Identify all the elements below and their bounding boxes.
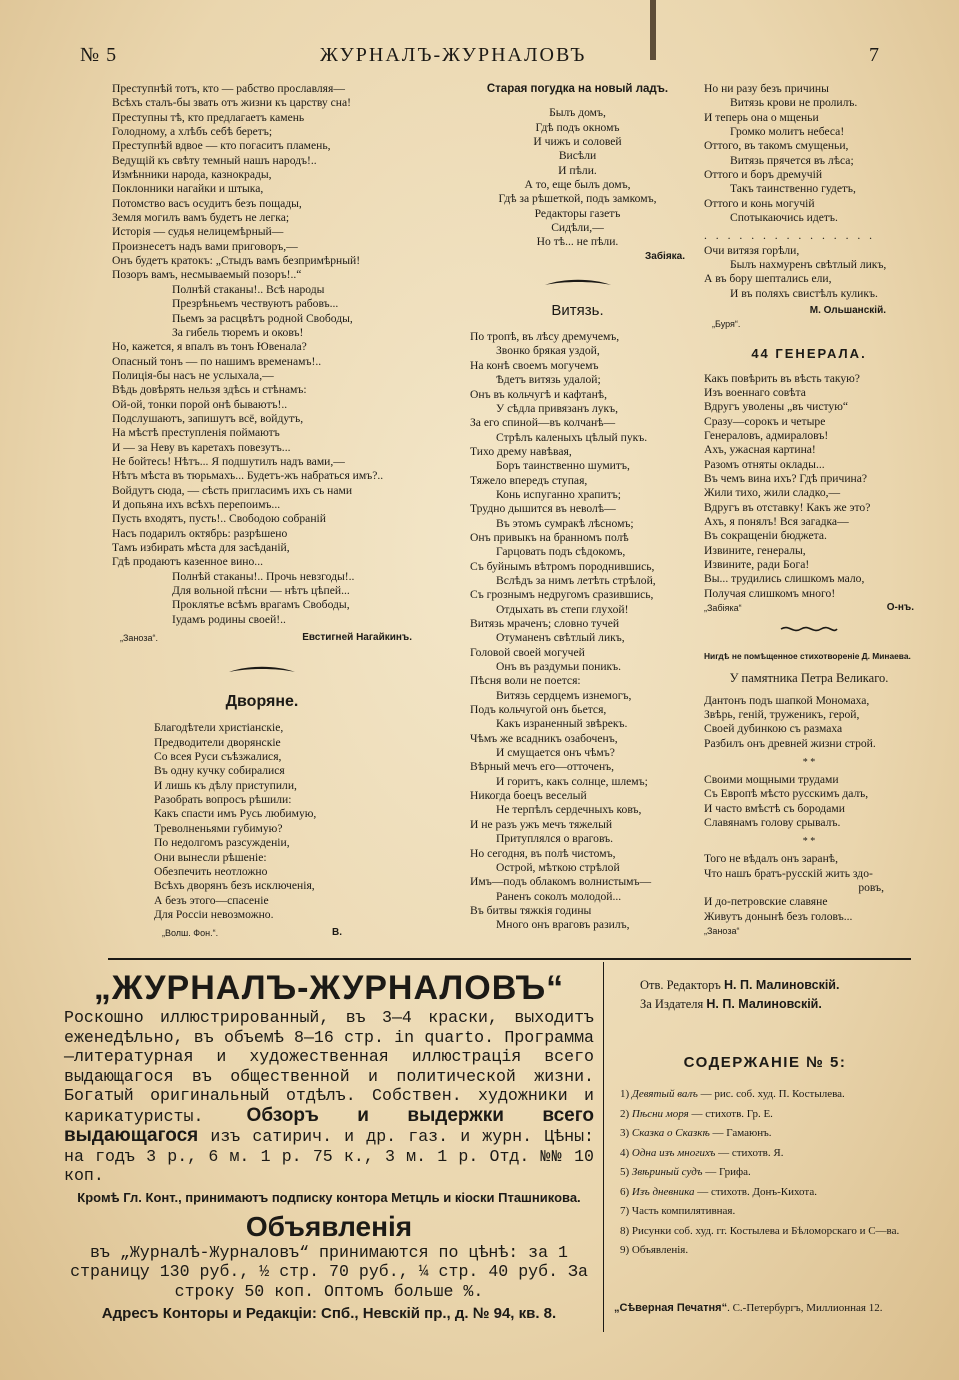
poem-line: А въ бору шептались ели,	[704, 272, 832, 286]
poem-2-title: Дворяне.	[225, 693, 299, 711]
poem-6-stanza-2	[704, 773, 914, 830]
poem-line: Измѣнники народа, казнокрады,	[112, 168, 272, 182]
contents-item-desc: — стихотв. Я.	[715, 1146, 784, 1159]
poem-4-source: „Буря“.	[712, 319, 741, 330]
publisher-name: Н. П. Малиновскій.	[706, 997, 822, 1011]
contents-block	[620, 1054, 910, 1261]
poem-2-author: В.	[332, 927, 342, 939]
contents-item-desc: — стихотв. Донъ-Кихота.	[694, 1185, 817, 1198]
poem-1-refrain-1	[112, 283, 412, 340]
poem-line: Отдыхать въ степи глухой!	[496, 602, 629, 616]
poem-line: Онъ въ кольчугѣ и кафтанѣ,	[470, 387, 607, 401]
stars-divider: * *	[802, 836, 816, 848]
poem-1-author: Евстигней Нагайкинъ.	[302, 632, 412, 644]
column-1	[112, 82, 412, 944]
poem-4-author: М. Ольшанскій.	[809, 305, 886, 317]
poem-line: Гдѣ подъ окномъ	[535, 120, 620, 134]
contents-item-number: 8)	[620, 1224, 632, 1237]
poem-line: Пусть входятъ, пусть!.. Свободою собраній	[112, 512, 326, 526]
poem-line: Славянамъ голову срывалъ.	[704, 816, 841, 830]
poem-line: Изъ военнаго совѣта	[704, 385, 806, 399]
ad-bold-text: Обзоръ и выдержки всего выдающагося	[64, 1104, 594, 1146]
poem-5-title: 44 ГЕНЕРАЛА.	[751, 346, 867, 362]
poem-line: Какъ израненный звѣрекъ.	[496, 717, 628, 731]
poem-line: Въ чемъ вина ихъ? Гдѣ причина?	[704, 471, 868, 485]
poem-line: Тамъ избирать мѣста для засѣданій,	[112, 541, 290, 554]
poem-line: Громко молитъ небеса!	[730, 125, 845, 139]
poem-line: А то, еще былъ домъ,	[524, 178, 631, 192]
poem-line: Разобрать вопросъ рѣшили:	[154, 793, 292, 807]
poem-line: Оттого и конь могучій	[704, 196, 815, 210]
poem-line: Оттого и боръ дремучій	[704, 168, 823, 182]
poem-1-signature	[112, 631, 412, 649]
poem-line: Дантонъ подъ шапкой Мономаха,	[704, 693, 870, 707]
poem-line: За его спиной—въ колчанѣ—	[470, 416, 616, 430]
poem-line: Звонко брякая уздой,	[496, 344, 600, 358]
poem-line: Гарцовать подъ сѣдокомъ,	[496, 545, 626, 559]
contents-list	[620, 1085, 910, 1261]
printer-name: „Сѣверная Печатня“	[614, 1302, 728, 1314]
poem-line: И теперь она о мщеньи	[704, 110, 819, 124]
contents-item	[620, 1202, 910, 1222]
editor-label: Отв. Редакторъ	[640, 978, 721, 992]
poem-line: Они вынесли рѣшеніе:	[154, 850, 267, 864]
contents-item-desc: — стихотв. Гр. Е.	[688, 1107, 773, 1120]
poem-line: Какъ повѣрить въ вѣсть такую?	[704, 371, 860, 385]
poem-line: Конь испуганно храпитъ;	[496, 487, 621, 501]
poem-3-author: Забіяка.	[645, 250, 685, 262]
poem-line: Того не вѣдалъ онъ заранѣ,	[704, 852, 838, 866]
poem-line: Вѣрный мечъ его—отточенъ,	[470, 760, 615, 774]
poem-line: Вы... трудились слишкомъ мало,	[704, 572, 865, 586]
poem-line: Притуплялся о враговъ.	[496, 832, 614, 846]
poem-6-title: У памятника Петра Великаго.	[729, 671, 889, 686]
poem-line: Звѣрь, геній, труженикъ, герой,	[704, 708, 860, 722]
contents-item	[620, 1085, 910, 1105]
poem-line: Въ этомъ сумракѣ лѣсномъ;	[496, 516, 634, 530]
poem-5-text	[704, 372, 914, 602]
poem-5-author: О-нъ.	[886, 602, 914, 613]
poem-line: И — за Неву въ каретахъ повезутъ...	[112, 440, 291, 454]
poem-line: И часто вмѣстѣ съ бородами	[704, 801, 845, 815]
contents-heading: СОДЕРЖАНІЕ № 5:	[683, 1054, 847, 1071]
printer-address: . С.-Петербургъ, Миллионная 12.	[727, 1302, 883, 1314]
poem-6-stanza-3	[704, 852, 914, 924]
contents-item-number: 5)	[620, 1166, 632, 1178]
publisher-line	[640, 995, 910, 1014]
poem-line: Ой-ой, тонки порой онѣ бываютъ!..	[112, 397, 288, 411]
contents-item-desc: — рис. соб. худ. П. Костылева.	[697, 1088, 845, 1100]
poem-3-signature	[470, 250, 685, 266]
poem-line: По тропѣ, въ лѣсу дремучемъ,	[470, 330, 620, 344]
poem-line: Сразу—сорокъ и четыре	[704, 414, 826, 428]
poem-line: Насъ подарилъ октябрь: разрѣшено	[112, 526, 288, 540]
poem-3-text	[470, 106, 685, 249]
contents-item-number: 9)	[620, 1244, 632, 1256]
subscription-note: Кромѣ Гл. Конт., принимаютъ подписку контора Метцль и кіоски Пташникова.	[77, 1189, 581, 1205]
poem-line: И лишь къ дѣлу приступили,	[154, 778, 297, 792]
poem-line: Вслѣдъ за нимъ летѣть стрѣлой,	[496, 573, 656, 587]
contents-item	[620, 1222, 910, 1242]
contents-item-number: 1)	[620, 1088, 632, 1100]
poem-line: Всѣхъ сталъ-бы звать отъ жизни къ царству сна!	[112, 96, 351, 110]
poem-line: Разомъ отняты оклады...	[704, 457, 825, 471]
poem-1-refrain-2	[112, 570, 412, 627]
poem-line: Онъ привыкъ на бранномъ полѣ	[470, 530, 629, 544]
office-address: Адресъ Конторы и Редакціи: Спб., Невскій пр., д. № 94, кв. 8.	[101, 1305, 557, 1322]
poem-line: Раненъ соколъ молодой...	[496, 889, 622, 903]
poem-line: Проклятье всѣмъ врагамъ Свободы,	[172, 598, 350, 612]
poem-line: Позоръ вамъ, несмываемый позоръ!..“	[112, 268, 302, 282]
poem-line: Для вольной пѣсни — нѣтъ цѣпей...	[172, 584, 350, 598]
poem-6-source-line	[704, 924, 914, 938]
poem-line: Сидѣли,—	[551, 221, 604, 235]
poem-line: Опасный тонъ — по нашимъ временамъ!..	[112, 354, 322, 368]
poem-line: Живутъ донынѣ безъ головъ...	[704, 909, 853, 923]
poem-line: Разбилъ онъ древней жизни строй.	[704, 736, 876, 750]
poem-4-text	[470, 330, 685, 932]
poem-line: Презрѣньемъ чествуютъ рабовъ...	[172, 297, 339, 311]
poem-line: Извините, генералы,	[704, 543, 806, 557]
poem-line: Ахъ, ужасная картина!	[704, 443, 816, 457]
poem-line: Полиція-бы насъ не услыхала,—	[112, 368, 274, 382]
horizontal-rule	[108, 958, 911, 960]
poem-line: Съ буйнымъ вѣтромъ породнившись,	[470, 559, 655, 573]
ads-text: въ „Журналѣ-Журналовъ“ принимаются по цѣнѣ: за 1 страницу 130 руб., ½ стр. 70 руб., ¼ стр. 40 руб. За строку 50 коп. Оптомъ больше %.	[70, 1242, 588, 1301]
poem-line: Со всея Руси съѣзжалися,	[154, 750, 282, 764]
ads-title: Объявленія	[245, 1210, 413, 1242]
poem-line: Витязь мраченъ; словно тучей	[470, 617, 620, 630]
contents-item-number: 3)	[620, 1127, 632, 1139]
poem-line: Треволненьями губимую?	[154, 821, 283, 835]
poem-line: И чижъ и соловей	[533, 135, 622, 149]
poem-line: Оттого, въ такомъ смущеньи,	[704, 139, 849, 153]
poem-2-source: „Волш. Фон.“.	[162, 928, 219, 939]
poem-line: Трудно дышится въ неволѣ—	[470, 502, 616, 516]
poem-line: Но, кажется, я впалъ въ тонъ Ювенала?	[112, 340, 307, 354]
poem-line: Преступнѣй вдвое — кто погаситъ пламень,	[112, 139, 331, 153]
poem-line: Спотыкаючись идетъ.	[730, 211, 838, 225]
poem-line: Подслушаютъ, запишутъ всё, войдутъ,	[112, 411, 304, 425]
poem-line: У сѣдла привязанъ лукъ,	[496, 401, 619, 415]
poem-line: Въ битвы тяжкія годины	[470, 903, 592, 917]
poem-line: Тихо дрему навѣвая,	[470, 444, 572, 458]
poem-line: ровъ,	[858, 881, 884, 895]
contents-item	[620, 1163, 910, 1183]
contents-item-title: Сказка о Сказкѣ	[631, 1127, 710, 1139]
poem-line: Генераловъ, адмираловъ!	[704, 428, 829, 442]
poem-line: А безъ этого—спасеніе	[154, 893, 269, 907]
poem-line: Іудамъ родины своей!..	[172, 612, 286, 626]
poem-line: Но тѣ... не пѣли.	[536, 235, 619, 249]
poem-line: Нѣтъ мѣста въ тюрьмахъ... Будетъ-жъ набраться имъ?..	[112, 469, 384, 483]
page-header	[80, 44, 880, 74]
ornament-divider	[779, 623, 839, 635]
poem-line: Пѣсня воли не поется:	[470, 674, 581, 688]
poem-line: Получая слишкомъ много!	[704, 586, 836, 600]
poem-line: Для Россіи невозможно.	[154, 907, 274, 921]
contents-item-title: Пѣсни моря	[631, 1107, 689, 1120]
poem-line: Что нашъ братъ-русскій жить здо-	[704, 866, 873, 880]
poem-3-title: Старая погудка на новый ладъ.	[486, 83, 669, 95]
poem-line: Вѣдь довѣрять нельзя здѣсь и стѣнамъ:	[112, 383, 307, 397]
poem-line: На мѣстѣ преступленія поймаютъ	[112, 426, 280, 440]
poem-line: Имъ—подъ облакомъ волнистымъ—	[470, 875, 652, 889]
poem-6-note: Нигдѣ не помѣщенное стихотвореніе Д. Минаева.	[704, 651, 911, 661]
editor-block	[640, 976, 910, 1014]
subscription-ad	[64, 968, 594, 1322]
contents-item-number: 4)	[620, 1146, 632, 1159]
poem-line: Жили тихо, жили сладко,—	[704, 486, 841, 500]
poem-line: Полнѣй стаканы!.. Всѣ народы	[172, 282, 325, 296]
poem-line: Былъ домъ,	[549, 106, 606, 120]
poem-1-part-1	[112, 82, 412, 283]
poem-line: Всѣхъ дворянъ безъ исключенія,	[154, 879, 315, 893]
poem-line: Острой, мѣткою стрѣлой	[496, 860, 620, 874]
column-2	[470, 82, 685, 933]
publisher-label: За Издателя	[640, 997, 704, 1011]
contents-item-number: 6)	[620, 1185, 632, 1198]
poem-line: Витязь прячется въ лѣса;	[730, 153, 854, 167]
poem-line: Редакторы газетъ	[534, 206, 621, 220]
poem-line: Гдѣ продаютъ казенное вино...	[112, 555, 263, 569]
poem-line: На конѣ своемъ могучемъ	[470, 358, 599, 372]
ad-title: „ЖУРНАЛЪ-ЖУРНАЛОВЪ“	[93, 969, 565, 1007]
contents-item	[620, 1183, 910, 1203]
contents-item	[620, 1105, 910, 1125]
poem-4-ending	[704, 244, 914, 301]
poem-line: По недолгомъ разсужденіи,	[154, 836, 290, 850]
poem-line: Боръ таинственно шумитъ,	[496, 459, 630, 473]
poem-line: Своей дубинкою съ размаха	[704, 722, 843, 736]
poem-1-source: „Заноза“.	[120, 633, 158, 644]
poem-line: И горитъ, какъ солнце, шлемъ;	[496, 774, 648, 788]
contents-item-title: Звѣриный судъ	[631, 1166, 703, 1178]
ornament-divider	[227, 663, 297, 677]
poem-line: Стрѣлъ каленыхъ цѣлый пукъ.	[496, 430, 648, 444]
ellipsis-dots: . . . . . . . . . . . . . . .	[704, 229, 876, 243]
poem-line: Благодѣтели христіанскіе,	[154, 721, 284, 735]
contents-item	[620, 1144, 910, 1164]
poem-line: И пѣли.	[558, 163, 597, 177]
issue-number: № 5	[80, 44, 118, 66]
poem-5-source: „Забіяка“	[704, 603, 742, 613]
poem-4-continued	[704, 82, 914, 225]
poem-4-author-line	[704, 303, 914, 317]
poem-line: Тяжело впередъ ступая,	[470, 473, 588, 487]
poem-2-signature	[112, 926, 342, 944]
poem-line: И смущается онъ чѣмъ?	[496, 746, 615, 760]
contents-item-title: Одна изъ многихъ	[631, 1146, 716, 1159]
poem-line: Не бойтесь! Нѣтъ... Я подшутилъ надъ вами,—	[112, 454, 345, 468]
editor-name: Н. П. Малиновскій.	[724, 978, 840, 992]
poem-6-stanza-1	[704, 694, 914, 751]
contents-item-title: Девятый валъ	[631, 1088, 698, 1100]
poem-line: И допьяна ихъ всѣхъ перепоимъ...	[112, 497, 281, 511]
poem-line: Былъ нахмуренъ свѣтлый ликъ,	[730, 258, 887, 272]
poem-line: Потомство васъ осудитъ безъ пощады,	[112, 196, 302, 210]
printer-imprint	[614, 1302, 914, 1314]
poem-line: Но сегодня, въ полѣ чистомъ,	[470, 846, 616, 860]
contents-item-title: Изъ дневника	[631, 1185, 695, 1198]
poem-line: Такъ таинственно гудетъ,	[730, 182, 856, 196]
vertical-rule	[603, 962, 604, 1332]
poem-line: И до-петровские славяне	[704, 895, 828, 909]
poem-line: И не разъ ужъ мечъ тяжелый	[470, 817, 613, 831]
ornament-divider	[543, 276, 613, 290]
poem-2-text	[112, 721, 412, 922]
contents-item	[620, 1241, 910, 1261]
poem-6-source: „Заноза“	[704, 926, 740, 937]
contents-item-desc: — Гамаюнъ.	[709, 1127, 772, 1139]
poem-line: И въ поляхъ свистѣлъ куликъ.	[730, 286, 878, 300]
column-3	[704, 82, 914, 938]
stars-divider: * *	[802, 757, 816, 769]
poem-line: Въ сокращеніи бюджета.	[704, 529, 827, 543]
poem-line: Висѣли	[558, 149, 597, 163]
poem-line: Какъ спасти имъ Русь любимую,	[154, 807, 317, 821]
poem-4-title: Витязь.	[551, 301, 604, 319]
poem-5-signature	[704, 601, 914, 619]
poem-line: Исторія — судья нелицемѣрный—	[112, 225, 284, 239]
poem-line: Съ Европѣ мѣсто русскимъ далъ,	[704, 787, 869, 801]
poem-line: Много онъ враговъ разилъ,	[496, 918, 630, 932]
poem-line: Витязь сердцемъ изнемогъ,	[496, 688, 632, 702]
poem-line: Онъ въ раздумьи поникъ.	[496, 660, 622, 674]
poem-line: Преступны тѣ, кто предлагаетъ камень	[112, 110, 305, 124]
poem-line: Вдругъ уволены „въ чистую“	[704, 400, 849, 414]
contents-item-desc: Часть компилятивная.	[631, 1205, 736, 1217]
poem-line: Своими мощными трудами	[704, 773, 839, 787]
poem-line: Очи витязя горѣли,	[704, 243, 800, 257]
poem-line: За гибель тюремъ и оковъ!	[172, 325, 304, 339]
poem-line: Полнѣй стаканы!.. Прочь невзгоды!..	[172, 569, 355, 583]
poem-line: Произнесетъ надъ вами приговоръ,—	[112, 239, 298, 253]
poem-line: Ѣдетъ витязь удалой;	[496, 373, 601, 387]
poem-line: Пьемъ за расцвѣтъ родной Свободы,	[172, 311, 353, 325]
poem-line: Никогда боецъ веселый	[470, 789, 587, 803]
contents-item-desc: — Грифа.	[702, 1166, 751, 1178]
poem-line: Ахъ, я понялъ! Вся загадка—	[704, 514, 849, 528]
editor-line	[640, 976, 910, 995]
poem-line: Витязь крови не пролилъ.	[730, 96, 858, 110]
poem-1-part-2	[112, 340, 412, 570]
ad-text	[64, 1008, 594, 1186]
poem-line: Головой своей могучей	[470, 645, 585, 659]
contents-item-number: 2)	[620, 1107, 632, 1120]
contents-item	[620, 1124, 910, 1144]
contents-item-desc: Рисунки соб. худ. гг. Костылева и Бѣломорскаго и С—ва.	[631, 1224, 900, 1237]
poem-line: Поклонники нагайки и штыка,	[112, 182, 264, 196]
poem-line: Земля могилъ вамъ будетъ не легка;	[112, 211, 290, 225]
page-number: 7	[869, 44, 880, 66]
poem-line: Чѣмъ же всадникъ озабоченъ,	[470, 731, 618, 745]
poem-line: Преступнѣй тотъ, кто — рабство прославляя—	[112, 82, 345, 95]
poem-line: Не терпѣлъ сердечныхъ ковъ,	[496, 803, 642, 817]
poem-line: Предводители дворянскіе	[154, 735, 281, 749]
poem-line: Онъ будетъ кратокъ: „Стыдъ вамъ безпримѣрный!	[112, 254, 361, 268]
poem-line: Извините, ради Бога!	[704, 557, 810, 571]
poem-line: Но ни разу безъ причины	[704, 82, 829, 95]
poem-line: Вдругъ въ отставку! Какъ же это?	[704, 500, 871, 514]
ad-text-1: Роскошно иллюстрированный, въ 3—4 краски, выходитъ еженедѣльно, въ объемѣ 8—16 стр. in quarto. Программа—литературная и художественная иллюстрація всего выдающагося въ общественной и политической жизни. Богатый оригинальный отдѣлъ. Собствен. художники и карикатуристы.	[64, 1008, 594, 1126]
contents-item-desc: Объявленія.	[631, 1244, 689, 1256]
poem-line: Гдѣ за рѣшеткой, подъ замкомъ,	[498, 192, 657, 206]
poem-line: Отуманенъ свѣтлый ликъ,	[496, 631, 625, 645]
ad-text-2: изъ сатирич. и др. газ. и журн. Цѣны: на годъ 3 р., 6 м. 1 р. 75 к., 3 м. 1 р. Отд. №№ 10 коп.	[64, 1127, 594, 1185]
poem-4-source-line	[704, 317, 914, 331]
poem-line: Въ одну кучку собиралися	[154, 764, 285, 778]
poem-line: Голодному, а хлѣбъ себѣ беретъ;	[112, 125, 273, 139]
contents-item-number: 7)	[620, 1205, 632, 1217]
poem-line: Ведущій къ свѣту темный нашъ народъ!..	[112, 153, 317, 167]
poem-line: Подъ кольчугой онъ бьется,	[470, 703, 607, 717]
poem-line: Войдутъ сюда, — сѣсть пригласимъ ихъ съ нами	[112, 483, 353, 497]
poem-line: Обезпечить неотложно	[154, 864, 268, 878]
poem-line: Съ грознымъ недругомъ сразившись,	[470, 588, 654, 602]
journal-title: ЖУРНАЛЪ-ЖУРНАЛОВЪ	[320, 44, 587, 66]
